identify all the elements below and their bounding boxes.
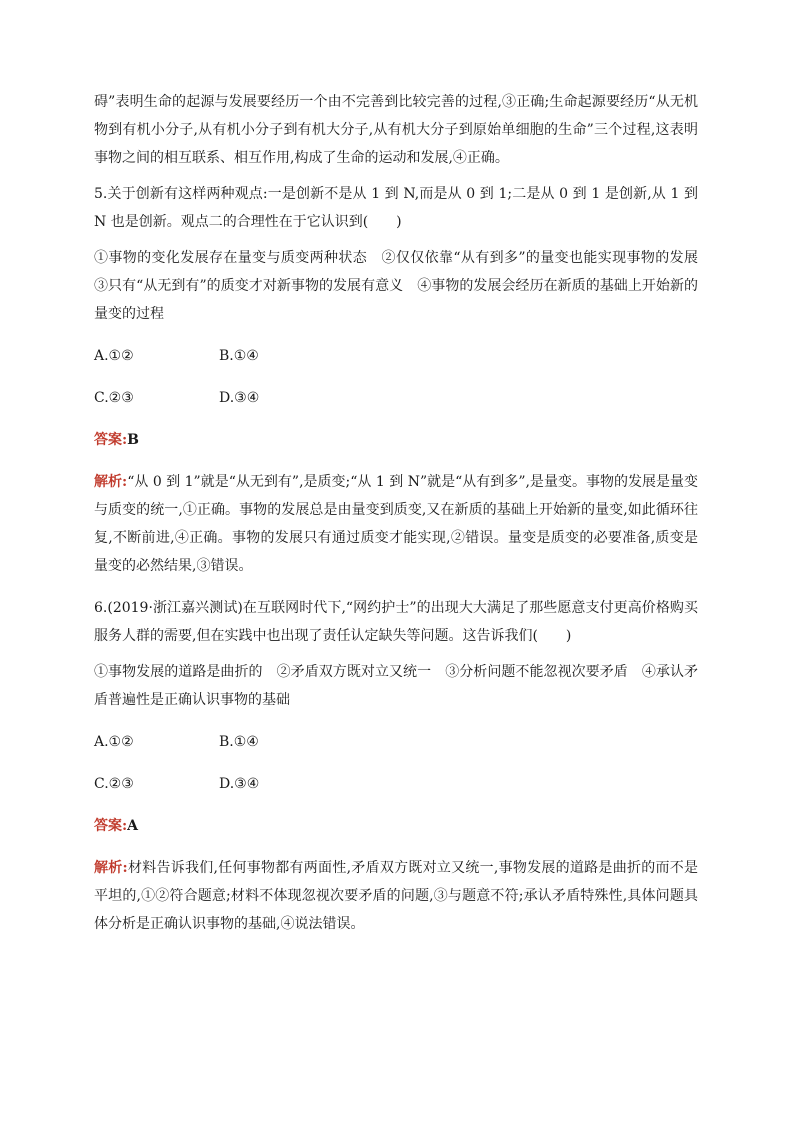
analysis-label: 解析: [94,860,128,876]
answer-label: 答案: [94,432,128,448]
question-5-option-b: B.①④ [219,348,259,364]
question-6-analysis-text: 材料告诉我们,任何事物都有两面性,矛盾双方既对立又统一,事物发展的道路是曲折的而不是平坦的,①②符合题意;材料不体现忽视次要矛盾的问题,③与题意不符;承认矛盾特殊性,具体问题具体分析是正确认识事物的基础,④说法错误。 [94,860,698,932]
question-6-answer-value: A [127,818,139,834]
question-5-option-d: D.③④ [219,390,260,406]
answer-label: 答案: [94,818,128,834]
question-5-analysis-text: “从 0 到 1”就是“从无到有”,是质变;“从 1 到 N”就是“从有到多”,是量变。事物的发展是量变与质变的统一,①正确。事物的发展总是由量变到质变,又在新质的基础上开始新的量变,如此循环往复,不断前进,④正确。事物的发展只有通过质变才能实现,②错误。量变是质变的必要准备,质变是量变的必然结果,③错误。 [94,474,699,574]
question-5-statements: ①事物的变化发展存在量变与质变两种状态 ②仅仅依靠“从有到多”的量变也能实现事物的发展 ③只有“从无到有”的质变才对新事物的发展有意义 ④事物的发展会经历在新质的基础上开始新的量变的过程 [94,250,712,322]
question-6-answer [94,812,698,840]
question-5-option-c: C.②③ [94,390,134,406]
intro-paragraph: 碍”表明生命的起源与发展要经历一个由不完善到比较完善的过程,③正确;生命起源要经历“从无机物到有机小分子,从有机小分子到有机大分子,从有机大分子到原始单细胞的生命”三个过程,这表明事物之间的相互联系、相互作用,构成了生命的运动和发展,④正确。 [94,94,698,166]
question-5-answer [94,426,698,454]
question-5-options-row-2 [94,384,698,412]
question-6-options-row-1 [94,728,698,756]
question-5-option-a: A.①② [94,348,134,364]
question-5-analysis [94,468,698,580]
question-6 [94,594,698,938]
analysis-label: 解析: [94,474,128,490]
question-6-option-c: C.②③ [94,776,134,792]
question-6-statements: ①事物发展的道路是曲折的 ②矛盾双方既对立又统一 ③分析问题不能忽视次要矛盾 ④承认矛盾普遍性是正确认识事物的基础 [94,664,698,708]
question-5-stem: 5.关于创新有这样两种观点:一是创新不是从 1 到 N,而是从 0 到 1;二是从 0 到 1 是创新,从 1 到 N 也是创新。观点二的合理性在于它认识到( ) [94,186,698,230]
question-5 [94,180,712,580]
question-6-options-row-2 [94,770,698,798]
question-6-stem: 6.(2019·浙江嘉兴测试)在互联网时代下,“网约护士”的出现大大满足了那些愿意支付更高价格购买服务人群的需要,但在实践中也出现了责任认定缺失等问题。这告诉我们( ) [94,600,698,644]
question-6-option-b: B.①④ [219,734,259,750]
question-5-answer-value: B [127,432,140,448]
question-6-option-a: A.①② [94,734,134,750]
question-5-options-row-1 [94,342,698,370]
question-6-analysis [94,854,698,938]
document-content [94,88,712,938]
question-6-option-d: D.③④ [219,776,260,792]
